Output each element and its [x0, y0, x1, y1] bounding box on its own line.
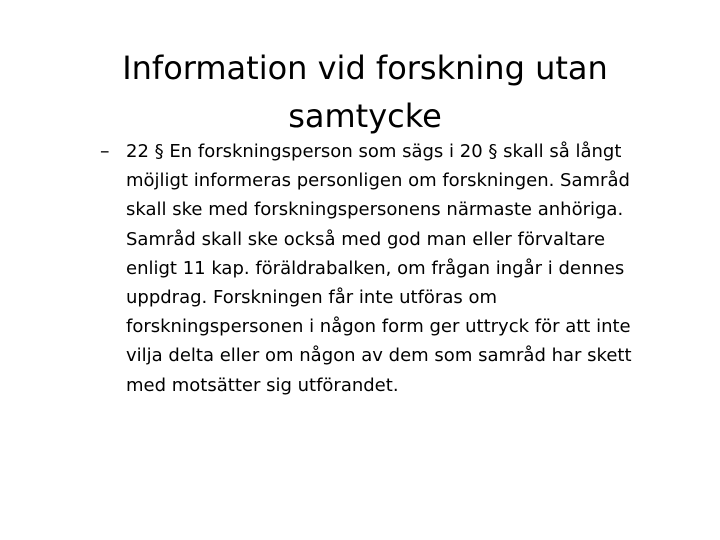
bullet-marker: –	[100, 140, 110, 162]
slide-title: Information vid forskning utan samtycke	[122, 49, 608, 135]
bullet-text: 22 § En forskningsperson som sägs i 20 § skall så långt möjligt informeras personligen om forskningen. Samråd skall ske med forskningspersonens närmaste anhöriga. Samråd skall ske också med god man eller förvaltare enligt 11 kap. föräldrabalken, om frågan ingår i dennes uppdrag. Forskningen får inte utföras om forskningspersonen i någon form ger uttryck för att inte vilja delta eller om någon av dem som samråd har skett med motsätter sig utförandet.	[126, 141, 632, 396]
bullet-item	[100, 137, 660, 400]
